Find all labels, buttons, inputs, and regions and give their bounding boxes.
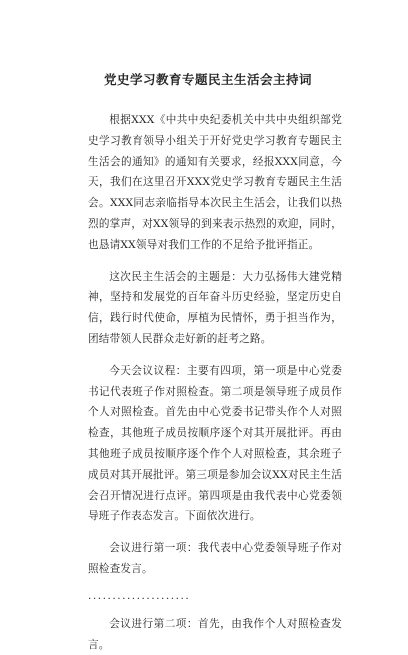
paragraph-item-two: 会议进行第二项：首先，由我作个人对照检查发言。 <box>88 617 342 651</box>
paragraph-agenda: 今天会议议程：主要有四项，第一项是中心党委书记代表班子作对照检查。第二项是领导班子成员作个人对照检查。首先由中心党委书记带头作个人对照检查，其他班子成员按顺序逐个对其开展批评。再由其他班子成员按顺序逐个作个人对照检查，其余班子成员对其开展批评。第三项是参加会议XX对民主生活会召开情况进行点评。第四项是由我代表中心党委领导班子作表态发言。下面依次进行。 <box>88 364 342 523</box>
paragraph-item-one: 会议进行第一项：我代表中心党委领导班子作对照检查发言。 <box>88 542 342 575</box>
ellipsis-separator: ..................... <box>88 589 191 602</box>
paragraph-intro: 根据XXX《中共中央纪委机关中共中央组织部党史学习教育领导小组关于开好党史学习教育专题民主生活会的通知》的通知有关要求，经报XXX同意，今天，我们在这里召开XXX党史学习教育专题民主生活会。XXX同志亲临指导本次民主生活会，让我们以热烈的掌声，对XX领导的到来表示热烈的欢迎，同时，也恳请XX领导对我们工作的不足给予批评指正。 <box>88 114 342 251</box>
paragraph-theme: 这次民主生活会的主题是：大力弘扬伟大建党精神，坚持和发展党的百年奋斗历史经验，坚定历史自信，践行时代使命，厚植为民情怀，勇于担当作为，团结带领人民群众走好新的赶考之路。 <box>88 270 342 345</box>
document-title: 党史学习教育专题民主生活会主持词 <box>103 72 312 87</box>
